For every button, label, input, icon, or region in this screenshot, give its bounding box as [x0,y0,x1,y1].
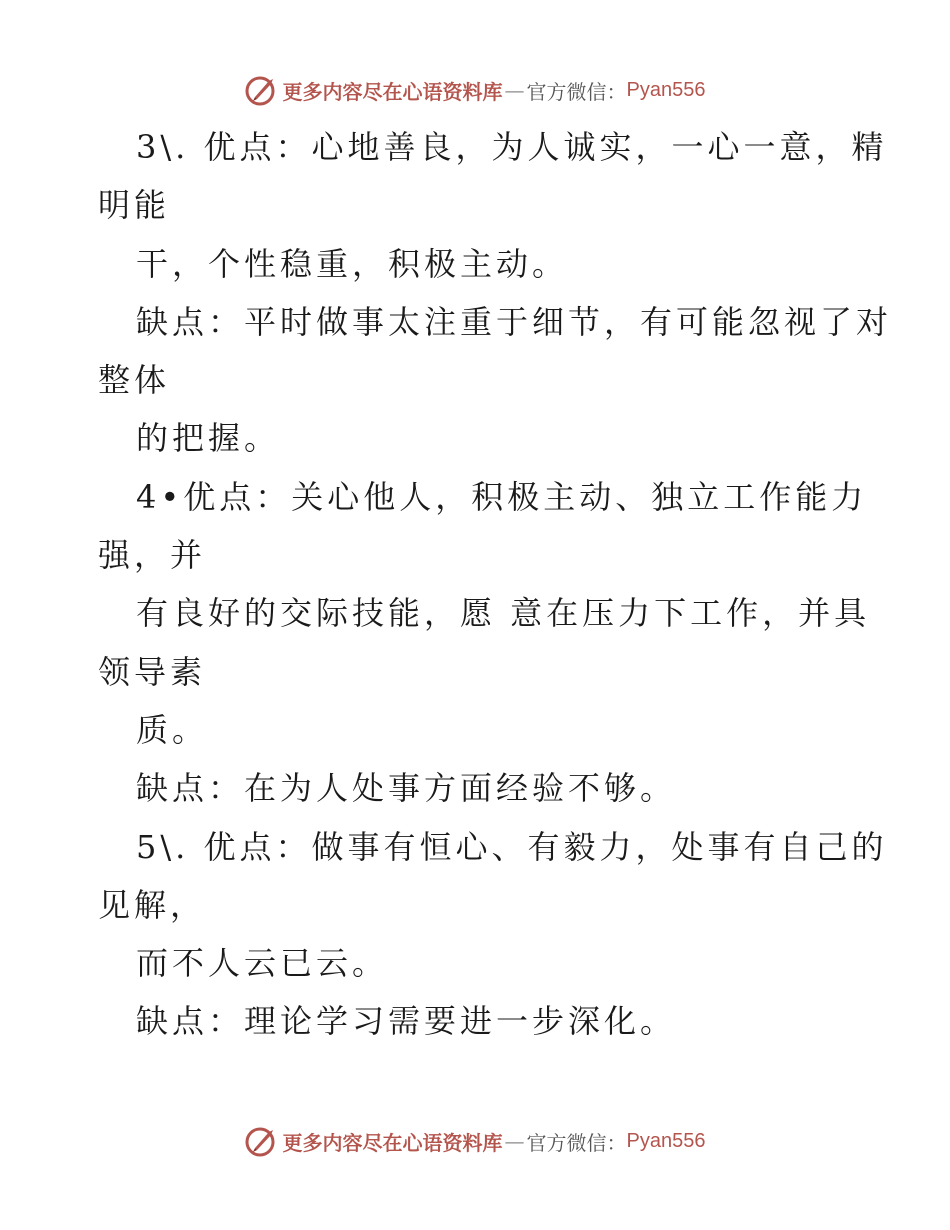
footer-wechat-id: Pyan556 [626,1129,706,1152]
body-line: 强，并 [98,536,207,575]
body-line: 质。 [136,710,209,749]
pen-logo-icon [245,73,279,107]
body-line: 而不人云已云。 [136,944,389,983]
footer-wechat-label: 官方微信： [526,1130,627,1155]
header-wechat-label: 官方微信： [526,79,627,104]
footer-dash: — [504,1129,525,1153]
body-line: 4•优点：关心他人，积极主动、独立工作能力 [136,477,868,516]
body-line: 干，个性稳重，积极主动。 [136,244,569,283]
header-brand-text: 更多内容尽在心语资料库 [282,79,503,104]
header-wechat-id: Pyan556 [626,78,706,101]
body-line: 明能 [98,186,171,225]
body-line: 3\. 优点：心地善良，为人诚实，一心一意，精 [136,128,888,166]
footer-banner [0,1121,950,1161]
pen-logo-icon [245,1124,279,1158]
body-line: 缺点：平时做事太注重于细节，有可能忽视了对 [136,302,893,341]
body-line: 见解， [98,885,207,924]
header-dash: — [504,78,525,102]
body-line: 5\. 优点：做事有恒心、有毅力，处事有自己的 [136,827,888,866]
body-line: 整体 [98,361,171,400]
body-line: 的把握。 [136,419,281,458]
body-line: 缺点：理论学习需要进一步深化。 [136,1002,677,1041]
body-line: 有良好的交际技能，愿 意在压力下工作，并具 [136,594,871,633]
header-banner [0,70,950,110]
footer-brand-text: 更多内容尽在心语资料库 [282,1130,503,1155]
document-body [0,118,950,1051]
body-line: 缺点：在为人处事方面经验不够。 [136,769,677,808]
body-line: 领导素 [98,652,207,691]
